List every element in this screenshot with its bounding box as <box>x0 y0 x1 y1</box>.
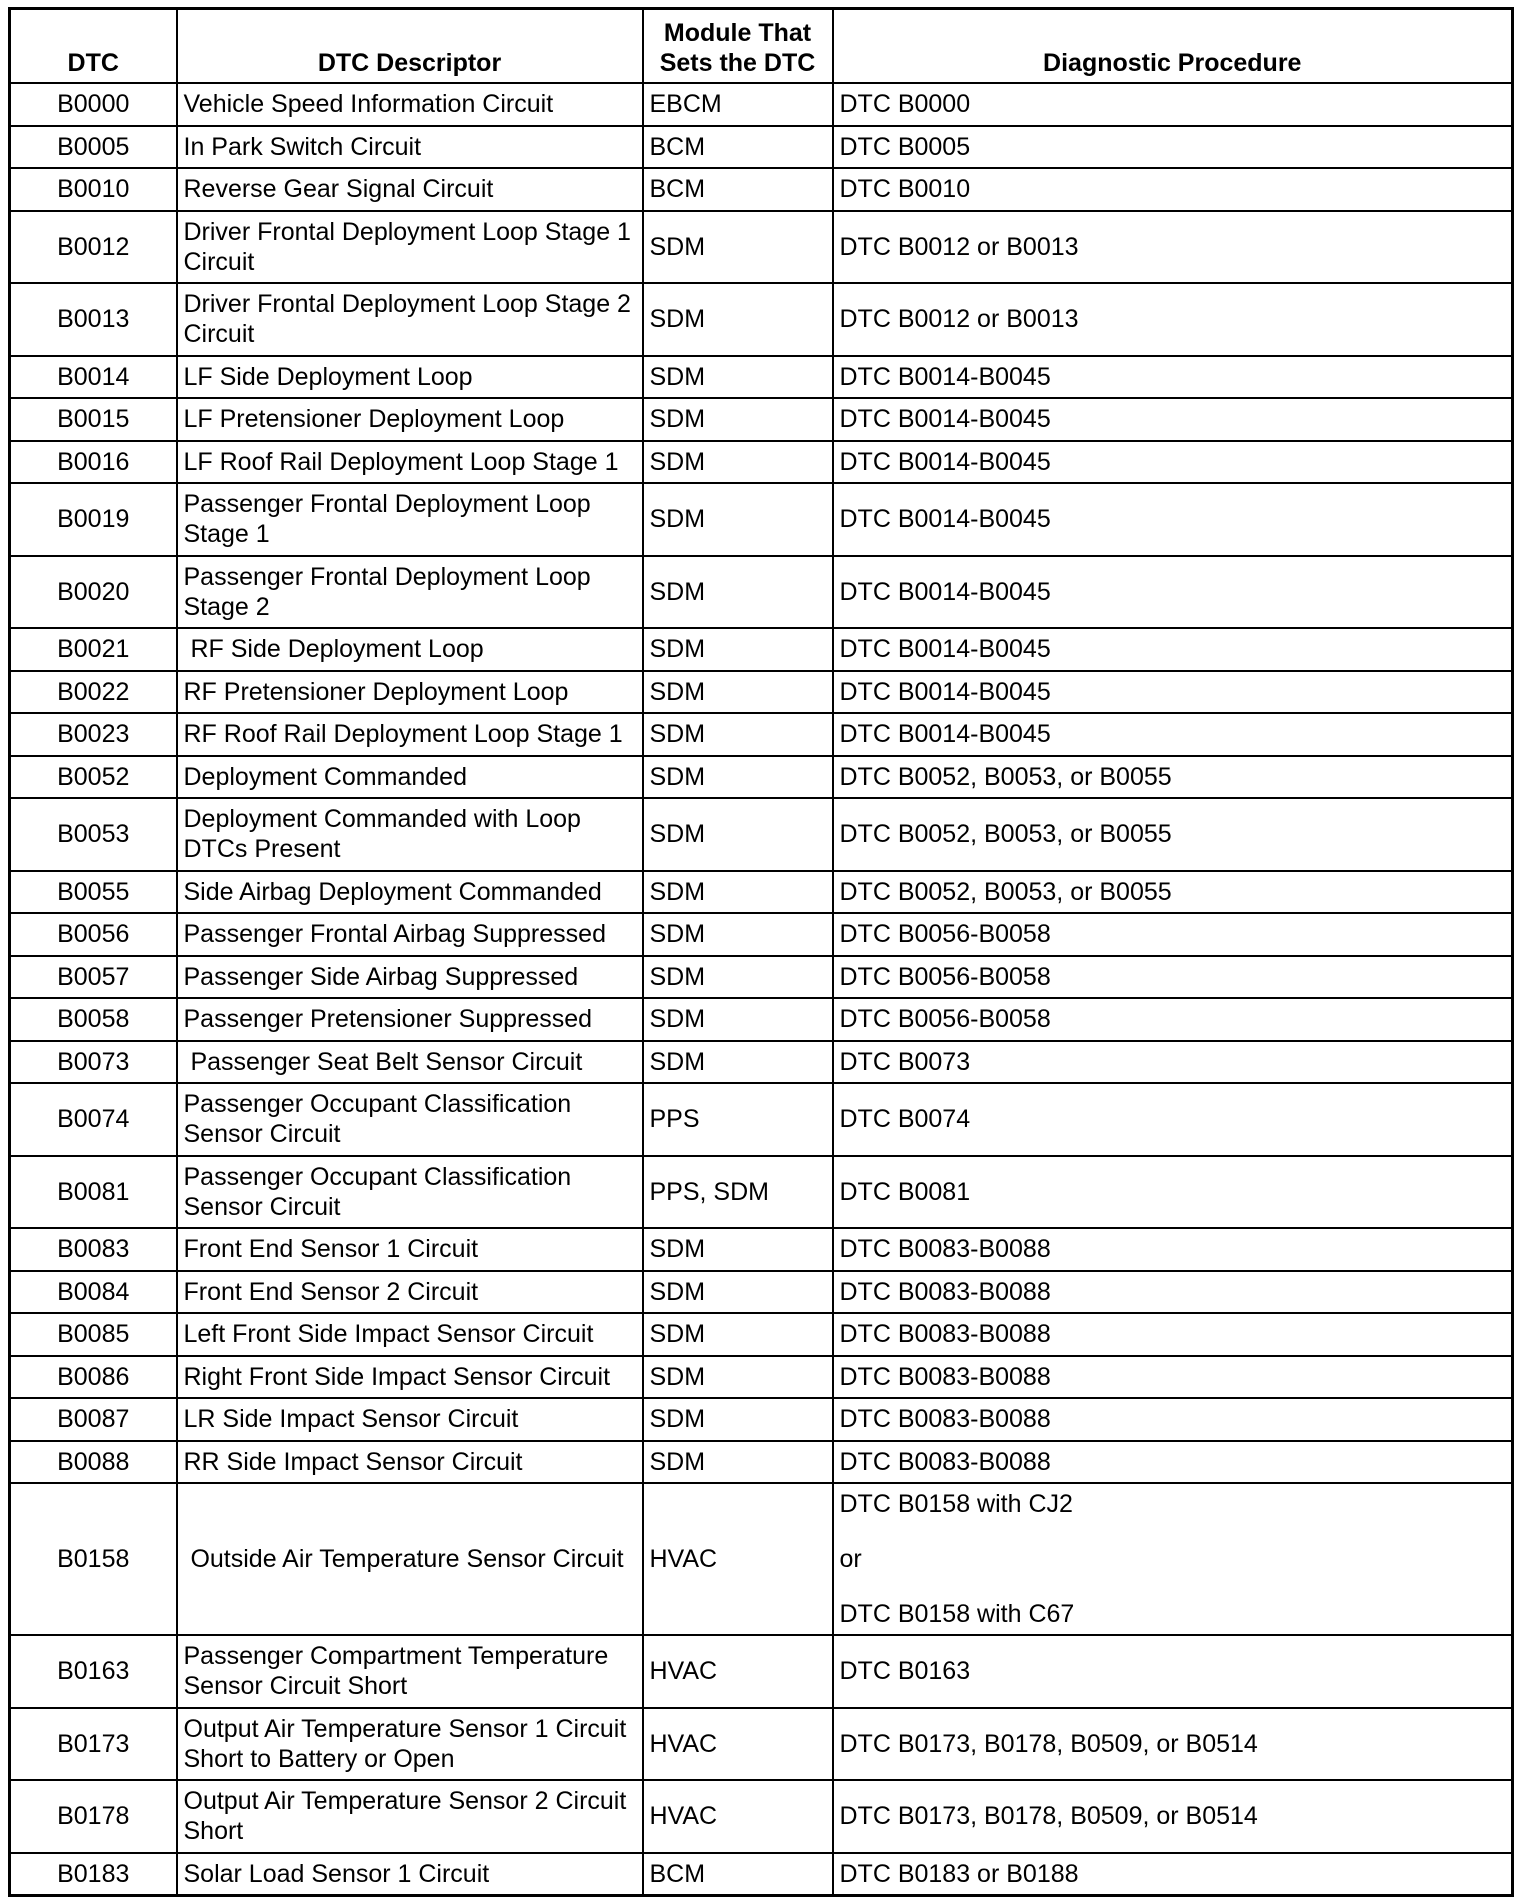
table-row <box>10 913 1513 956</box>
cell-module: SDM <box>643 1441 833 1484</box>
table-row <box>10 756 1513 799</box>
procedure-or: or <box>839 1545 862 1573</box>
cell-descriptor: Vehicle Speed Information Circuit <box>177 83 643 126</box>
cell-module: BCM <box>643 126 833 169</box>
cell-module: SDM <box>643 1041 833 1084</box>
cell-module: SDM <box>643 756 833 799</box>
cell-module: SDM <box>643 956 833 999</box>
table-row <box>10 1356 1513 1399</box>
table-row <box>10 1708 1513 1781</box>
cell-dtc: B0015 <box>10 398 177 441</box>
cell-descriptor: LF Side Deployment Loop <box>177 356 643 399</box>
table-row <box>10 1398 1513 1441</box>
table-header <box>10 9 1513 84</box>
cell-dtc: B0183 <box>10 1853 177 1896</box>
cell-descriptor: Driver Frontal Deployment Loop Stage 2 Circuit <box>177 283 643 356</box>
cell-module: HVAC <box>643 1780 833 1853</box>
header-module-line1: Module That <box>663 19 812 47</box>
table-row <box>10 211 1513 284</box>
table-row <box>10 1635 1513 1708</box>
cell-dtc: B0055 <box>10 871 177 914</box>
cell-module: PPS <box>643 1083 833 1156</box>
cell-module: SDM <box>643 483 833 556</box>
cell-procedure: DTC B0014-B0045 <box>833 671 1513 714</box>
cell-module: SDM <box>643 283 833 356</box>
cell-procedure: DTC B0056-B0058 <box>833 956 1513 999</box>
cell-descriptor: Passenger Occupant Classification Sensor Circuit <box>177 1156 643 1229</box>
cell-procedure: DTC B0083-B0088 <box>833 1313 1513 1356</box>
cell-descriptor: Front End Sensor 1 Circuit <box>177 1228 643 1271</box>
cell-descriptor: Left Front Side Impact Sensor Circuit <box>177 1313 643 1356</box>
cell-dtc: B0019 <box>10 483 177 556</box>
table-row <box>10 1780 1513 1853</box>
cell-procedure: DTC B0014-B0045 <box>833 713 1513 756</box>
table-row <box>10 998 1513 1041</box>
table-row <box>10 871 1513 914</box>
cell-module: SDM <box>643 1228 833 1271</box>
cell-dtc: B0058 <box>10 998 177 1041</box>
cell-module: SDM <box>643 211 833 284</box>
cell-dtc: B0020 <box>10 556 177 629</box>
cell-descriptor: Passenger Compartment Temperature Sensor Circuit Short <box>177 1635 643 1708</box>
cell-descriptor: Outside Air Temperature Sensor Circuit <box>177 1483 643 1635</box>
cell-module: SDM <box>643 671 833 714</box>
cell-procedure: DTC B0173, B0178, B0509, or B0514 <box>833 1708 1513 1781</box>
cell-procedure: DTC B0014-B0045 <box>833 483 1513 556</box>
header-descriptor: DTC Descriptor <box>177 9 643 84</box>
cell-procedure: DTC B0083-B0088 <box>833 1228 1513 1271</box>
cell-dtc: B0021 <box>10 628 177 671</box>
cell-dtc: B0081 <box>10 1156 177 1229</box>
cell-dtc: B0086 <box>10 1356 177 1399</box>
cell-module: SDM <box>643 713 833 756</box>
cell-module: SDM <box>643 1271 833 1314</box>
cell-descriptor: LR Side Impact Sensor Circuit <box>177 1398 643 1441</box>
header-module <box>643 9 833 84</box>
table-row <box>10 1271 1513 1314</box>
cell-dtc: B0014 <box>10 356 177 399</box>
table-row <box>10 356 1513 399</box>
cell-descriptor: Deployment Commanded <box>177 756 643 799</box>
table-row <box>10 483 1513 556</box>
table-row <box>10 1313 1513 1356</box>
cell-descriptor: RF Pretensioner Deployment Loop <box>177 671 643 714</box>
cell-module: SDM <box>643 628 833 671</box>
cell-module: SDM <box>643 998 833 1041</box>
cell-dtc: B0074 <box>10 1083 177 1156</box>
cell-descriptor: Passenger Seat Belt Sensor Circuit <box>177 1041 643 1084</box>
cell-procedure: DTC B0083-B0088 <box>833 1271 1513 1314</box>
cell-module: SDM <box>643 398 833 441</box>
cell-dtc: B0023 <box>10 713 177 756</box>
cell-descriptor: Solar Load Sensor 1 Circuit <box>177 1853 643 1896</box>
cell-dtc: B0085 <box>10 1313 177 1356</box>
cell-dtc: B0088 <box>10 1441 177 1484</box>
cell-procedure: DTC B0014-B0045 <box>833 398 1513 441</box>
cell-procedure: DTC B0083-B0088 <box>833 1356 1513 1399</box>
cell-procedure: DTC B0014-B0045 <box>833 556 1513 629</box>
cell-procedure: DTC B0173, B0178, B0509, or B0514 <box>833 1780 1513 1853</box>
header-row <box>10 9 1513 84</box>
table-row <box>10 1083 1513 1156</box>
cell-dtc: B0005 <box>10 126 177 169</box>
cell-dtc: B0163 <box>10 1635 177 1708</box>
cell-module: SDM <box>643 1313 833 1356</box>
cell-procedure: DTC B0014-B0045 <box>833 628 1513 671</box>
dtc-table <box>8 7 1514 1897</box>
cell-module: HVAC <box>643 1635 833 1708</box>
table-row <box>10 1441 1513 1484</box>
cell-dtc: B0012 <box>10 211 177 284</box>
cell-descriptor: Deployment Commanded with Loop DTCs Present <box>177 798 643 871</box>
cell-module: SDM <box>643 913 833 956</box>
cell-procedure: DTC B0012 or B0013 <box>833 283 1513 356</box>
cell-procedure: DTC B0083-B0088 <box>833 1441 1513 1484</box>
cell-descriptor: Side Airbag Deployment Commanded <box>177 871 643 914</box>
header-module-line2: Sets the DTC <box>659 49 816 77</box>
cell-module: HVAC <box>643 1708 833 1781</box>
cell-dtc: B0013 <box>10 283 177 356</box>
cell-procedure: DTC B0005 <box>833 126 1513 169</box>
cell-module: SDM <box>643 871 833 914</box>
table-body <box>10 83 1513 1895</box>
cell-descriptor: Passenger Frontal Deployment Loop Stage 1 <box>177 483 643 556</box>
table-row <box>10 628 1513 671</box>
cell-dtc: B0056 <box>10 913 177 956</box>
cell-module: BCM <box>643 168 833 211</box>
cell-procedure: DTC B0074 <box>833 1083 1513 1156</box>
cell-procedure: DTC B0073 <box>833 1041 1513 1084</box>
table-row <box>10 1041 1513 1084</box>
cell-procedure: DTC B0163 <box>833 1635 1513 1708</box>
cell-procedure: DTC B0052, B0053, or B0055 <box>833 798 1513 871</box>
cell-dtc: B0057 <box>10 956 177 999</box>
cell-procedure <box>833 1483 1513 1635</box>
cell-dtc: B0178 <box>10 1780 177 1853</box>
table-row <box>10 798 1513 871</box>
cell-dtc: B0010 <box>10 168 177 211</box>
cell-descriptor: RF Side Deployment Loop <box>177 628 643 671</box>
cell-dtc: B0073 <box>10 1041 177 1084</box>
cell-procedure: DTC B0014-B0045 <box>833 441 1513 484</box>
cell-descriptor: RR Side Impact Sensor Circuit <box>177 1441 643 1484</box>
cell-procedure: DTC B0183 or B0188 <box>833 1853 1513 1896</box>
cell-descriptor: RF Roof Rail Deployment Loop Stage 1 <box>177 713 643 756</box>
cell-procedure: DTC B0056-B0058 <box>833 913 1513 956</box>
table-row <box>10 83 1513 126</box>
procedure-line-alt: DTC B0158 with C67 <box>839 1600 1075 1628</box>
cell-procedure: DTC B0052, B0053, or B0055 <box>833 756 1513 799</box>
cell-dtc: B0022 <box>10 671 177 714</box>
cell-module: SDM <box>643 356 833 399</box>
cell-dtc: B0158 <box>10 1483 177 1635</box>
cell-module: SDM <box>643 1356 833 1399</box>
cell-descriptor: Right Front Side Impact Sensor Circuit <box>177 1356 643 1399</box>
table-row <box>10 283 1513 356</box>
table-row <box>10 713 1513 756</box>
cell-descriptor: Passenger Side Airbag Suppressed <box>177 956 643 999</box>
table-row <box>10 1483 1513 1635</box>
table-row <box>10 671 1513 714</box>
cell-procedure: DTC B0056-B0058 <box>833 998 1513 1041</box>
cell-dtc: B0084 <box>10 1271 177 1314</box>
cell-descriptor: Passenger Occupant Classification Sensor Circuit <box>177 1083 643 1156</box>
cell-procedure: DTC B0012 or B0013 <box>833 211 1513 284</box>
cell-dtc: B0087 <box>10 1398 177 1441</box>
table-row <box>10 1228 1513 1271</box>
cell-procedure: DTC B0010 <box>833 168 1513 211</box>
cell-procedure: DTC B0014-B0045 <box>833 356 1513 399</box>
cell-descriptor: Reverse Gear Signal Circuit <box>177 168 643 211</box>
header-procedure: Diagnostic Procedure <box>833 9 1513 84</box>
cell-descriptor: Passenger Frontal Deployment Loop Stage 2 <box>177 556 643 629</box>
cell-descriptor: LF Roof Rail Deployment Loop Stage 1 <box>177 441 643 484</box>
cell-module: PPS, SDM <box>643 1156 833 1229</box>
cell-dtc: B0173 <box>10 1708 177 1781</box>
header-dtc: DTC <box>10 9 177 84</box>
cell-dtc: B0053 <box>10 798 177 871</box>
table-row <box>10 168 1513 211</box>
cell-descriptor: In Park Switch Circuit <box>177 126 643 169</box>
table-row <box>10 956 1513 999</box>
table-row <box>10 1853 1513 1896</box>
cell-module: SDM <box>643 798 833 871</box>
cell-descriptor: Driver Frontal Deployment Loop Stage 1 Circuit <box>177 211 643 284</box>
table-row <box>10 1156 1513 1229</box>
table-row <box>10 556 1513 629</box>
cell-dtc: B0083 <box>10 1228 177 1271</box>
cell-procedure: DTC B0081 <box>833 1156 1513 1229</box>
cell-procedure: DTC B0052, B0053, or B0055 <box>833 871 1513 914</box>
cell-module: BCM <box>643 1853 833 1896</box>
cell-module: SDM <box>643 441 833 484</box>
cell-descriptor: Passenger Pretensioner Suppressed <box>177 998 643 1041</box>
cell-dtc: B0052 <box>10 756 177 799</box>
cell-module: EBCM <box>643 83 833 126</box>
cell-descriptor: Passenger Frontal Airbag Suppressed <box>177 913 643 956</box>
cell-procedure: DTC B0083-B0088 <box>833 1398 1513 1441</box>
table-row <box>10 398 1513 441</box>
cell-descriptor: Output Air Temperature Sensor 2 Circuit Short <box>177 1780 643 1853</box>
cell-descriptor: LF Pretensioner Deployment Loop <box>177 398 643 441</box>
cell-module: HVAC <box>643 1483 833 1635</box>
table-row <box>10 441 1513 484</box>
cell-descriptor: Output Air Temperature Sensor 1 Circuit Short to Battery or Open <box>177 1708 643 1781</box>
cell-module: SDM <box>643 1398 833 1441</box>
cell-module: SDM <box>643 556 833 629</box>
cell-dtc: B0000 <box>10 83 177 126</box>
cell-descriptor: Front End Sensor 2 Circuit <box>177 1271 643 1314</box>
procedure-line: DTC B0158 with CJ2 <box>839 1490 1073 1518</box>
table-row <box>10 126 1513 169</box>
cell-procedure: DTC B0000 <box>833 83 1513 126</box>
cell-dtc: B0016 <box>10 441 177 484</box>
